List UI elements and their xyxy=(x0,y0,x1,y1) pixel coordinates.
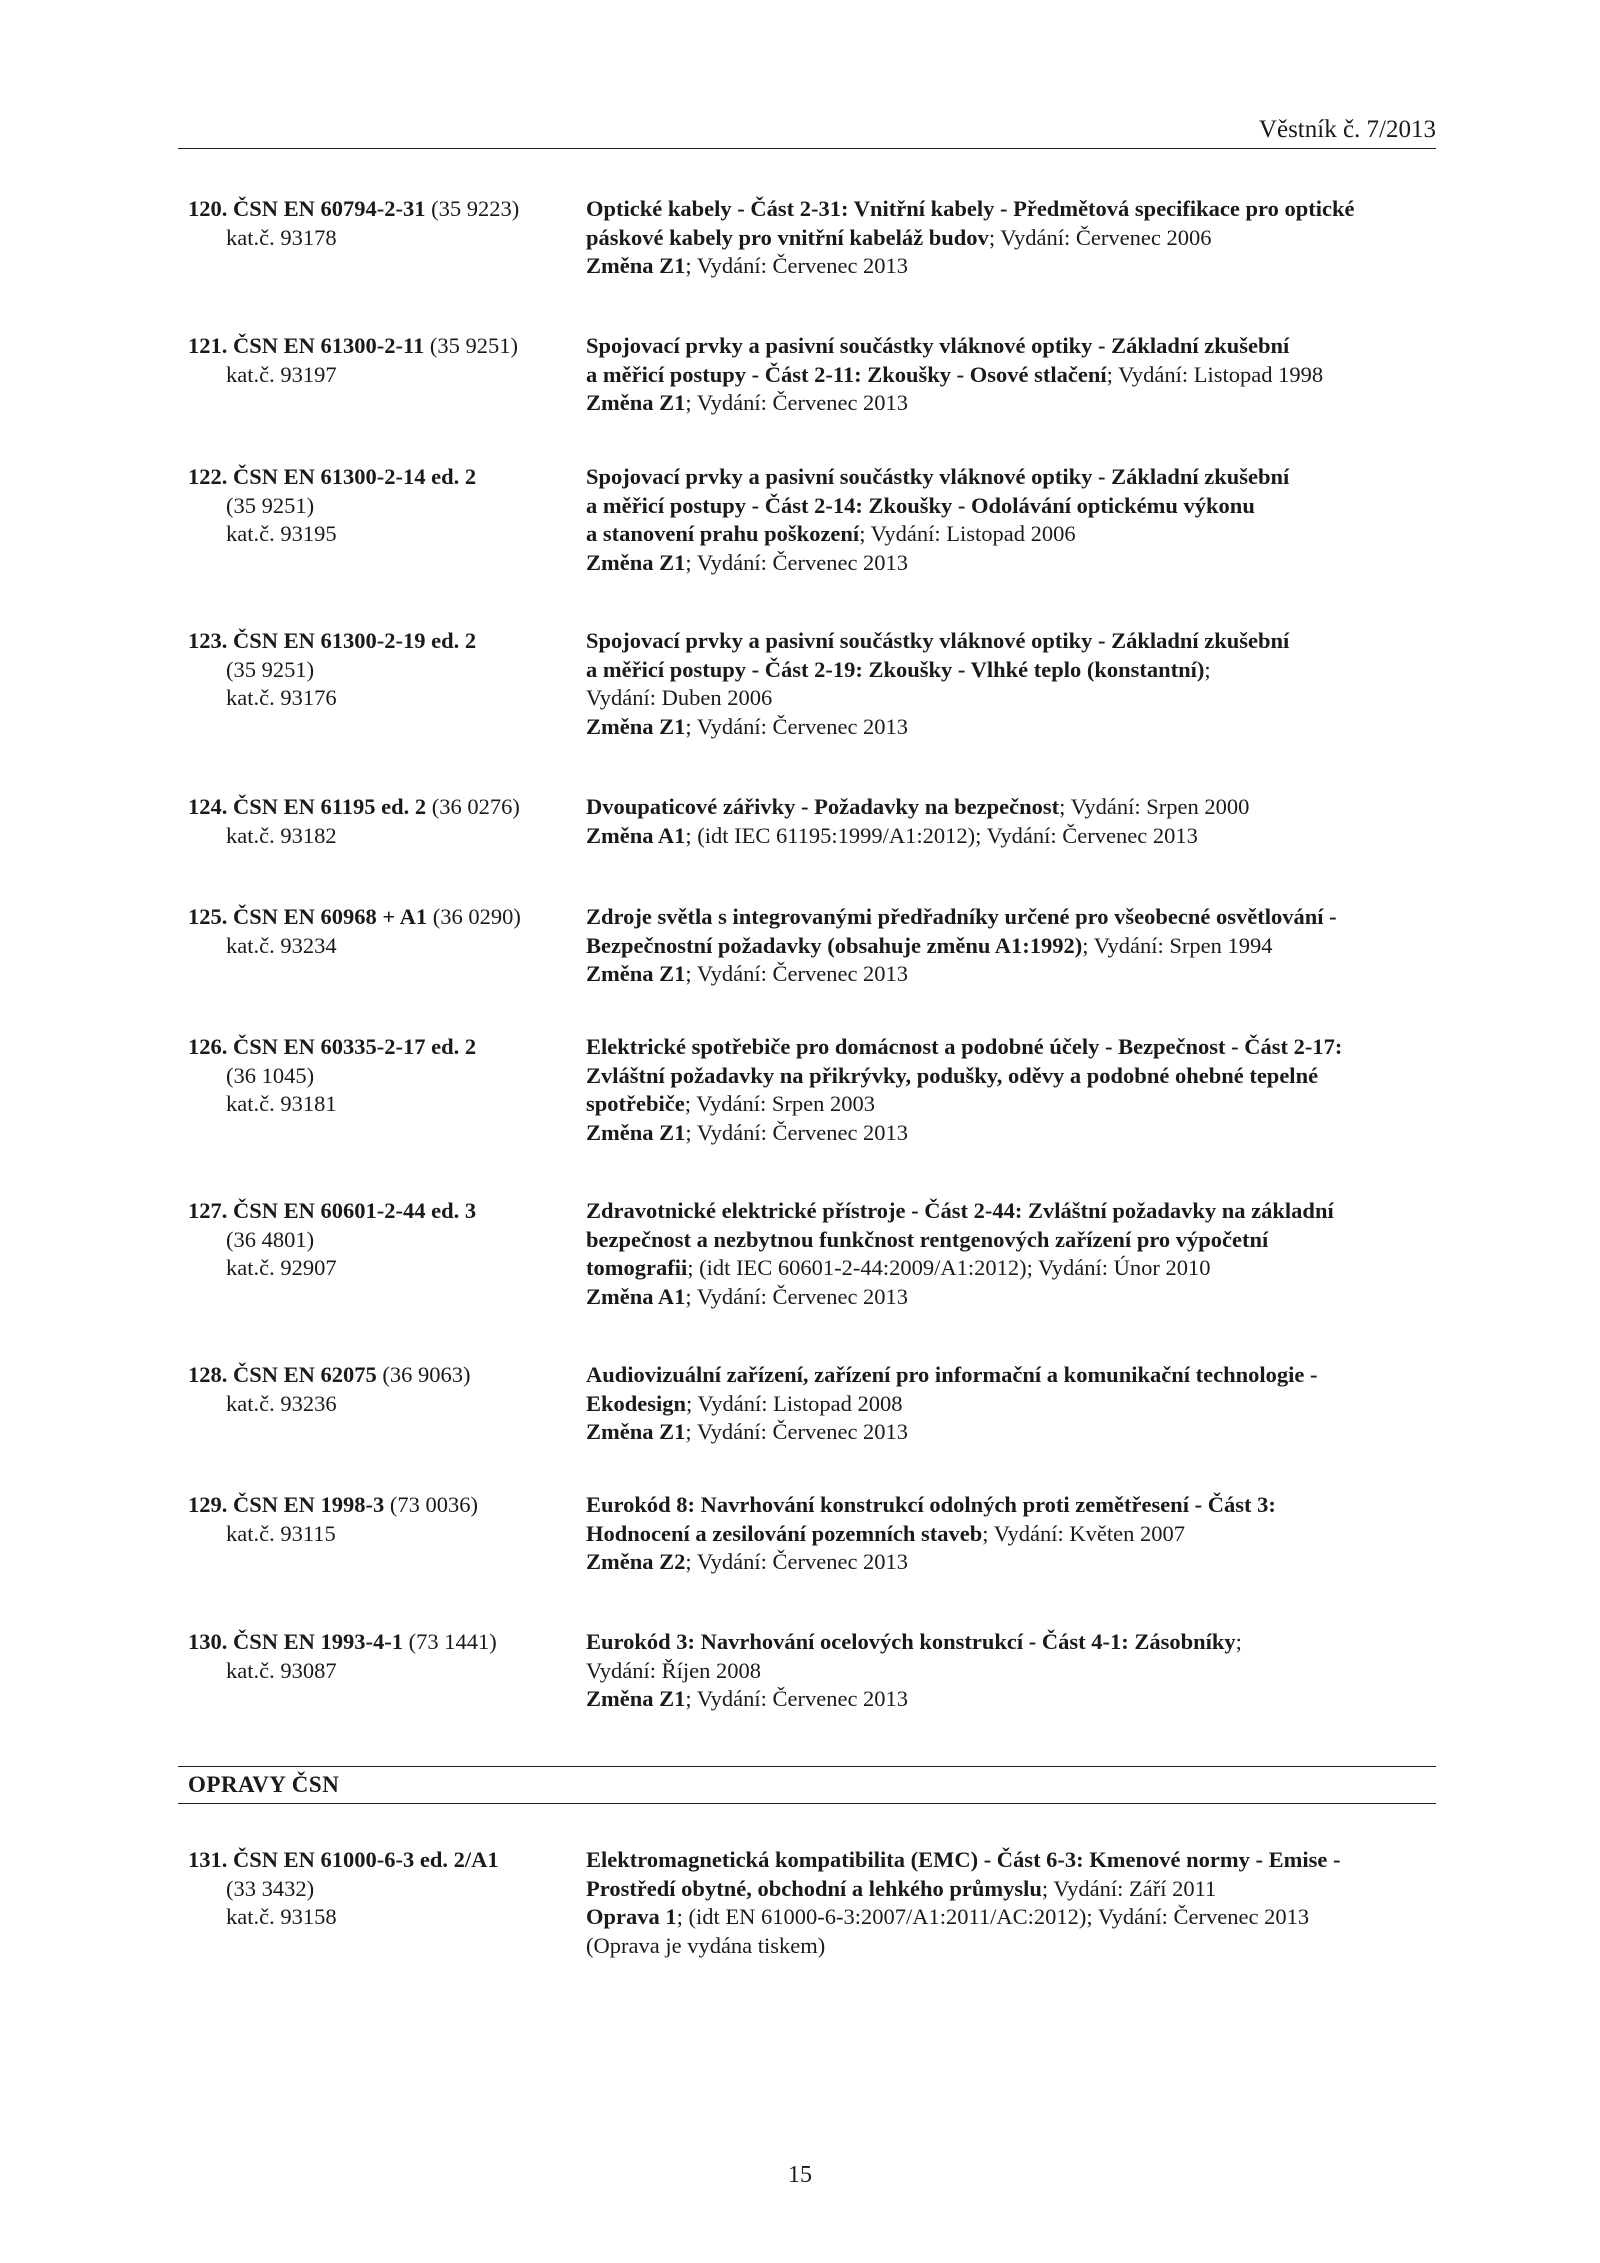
bold-text: Elektromagnetická kompatibilita (EMC) - Část 6-3: Kmenové normy - Emise - xyxy=(586,1847,1341,1872)
standard-code: ČSN EN 61300-2-11 xyxy=(233,333,425,358)
description-line xyxy=(586,1283,1436,1312)
description-line xyxy=(586,713,1436,742)
catalog-number: kat.č. 93236 xyxy=(226,1390,337,1416)
plain-text: ; (idt IEC 60601-2-44:2009/A1:2012); Vydání: Únor 2010 xyxy=(687,1255,1211,1280)
description-line xyxy=(586,1090,1436,1119)
entry-number: 129. xyxy=(188,1492,233,1517)
bold-text: Zdravotnické elektrické přístroje - Část 2-44: Zvláštní požadavky na základní xyxy=(586,1198,1334,1223)
bold-text: a měřicí postupy - Část 2-19: Zkoušky - Vlhké teplo (konstantní) xyxy=(586,656,1205,682)
plain-text: ; Vydání: Červenec 2013 xyxy=(685,1549,909,1574)
plain-text: ; xyxy=(1204,656,1211,682)
bold-text: Elektrické spotřebiče pro domácnost a podobné účely - Bezpečnost - Část 2-17: xyxy=(586,1034,1343,1059)
bold-text: Změna A1 xyxy=(586,822,686,848)
entry-description xyxy=(586,1846,1436,1960)
bold-text: Změna Z2 xyxy=(586,1549,686,1574)
description-line xyxy=(586,361,1436,390)
bold-text: Spojovací prvky a pasivní součástky vláknové optiky - Základní zkušební xyxy=(586,333,1290,358)
plain-text: ; Vydání: Červenec 2013 xyxy=(685,253,909,278)
bold-text: Změna Z1 xyxy=(586,253,686,278)
entry-identifier xyxy=(188,332,578,389)
bold-text: Změna Z1 xyxy=(586,1119,686,1145)
bold-text: Hodnocení a zesilování pozemních staveb xyxy=(586,1520,983,1546)
catalog-number: kat.č. 92907 xyxy=(226,1255,337,1280)
classification-code: (36 9063) xyxy=(376,1362,471,1387)
description-line xyxy=(586,1062,1436,1091)
entry-number: 125. xyxy=(188,904,233,929)
bold-text: Prostředí obytné, obchodní a lehkého průmyslu xyxy=(586,1875,1042,1901)
standard-code: ČSN EN 62075 xyxy=(233,1362,377,1387)
classification-code: (73 1441) xyxy=(403,1629,497,1654)
plain-text: ; Vydání: Květen 2007 xyxy=(982,1520,1185,1546)
description-line xyxy=(586,1491,1436,1520)
plain-text: ; Vydání: Červenec 2013 xyxy=(685,390,909,415)
classification-code: (36 0290) xyxy=(427,904,521,929)
classification-code: (35 9251) xyxy=(226,656,315,682)
description-line xyxy=(586,1520,1436,1549)
classification-code: (35 9251) xyxy=(424,333,519,358)
standard-code: ČSN EN 61000-6-3 ed. 2/A1 xyxy=(233,1847,499,1872)
classification-code: (35 9223) xyxy=(425,196,520,221)
entry-identifier xyxy=(188,463,578,549)
classification-code: (36 1045) xyxy=(226,1062,315,1088)
bold-text: a stanovení prahu poškození xyxy=(586,521,860,546)
bold-text: Změna A1 xyxy=(586,1283,686,1309)
bold-text: Spojovací prvky a pasivní součástky vláknové optiky - Základní zkušební xyxy=(586,628,1290,653)
description-line xyxy=(586,1418,1436,1447)
classification-code: (73 0036) xyxy=(384,1492,479,1517)
classification-code: (33 3432) xyxy=(226,1875,315,1901)
plain-text: (Oprava je vydána tiskem) xyxy=(586,1932,826,1958)
description-line xyxy=(586,1932,1436,1961)
bold-text: Bezpečnostní požadavky (obsahuje změnu A1:1992) xyxy=(586,932,1083,958)
description-line xyxy=(586,1548,1436,1577)
description-line xyxy=(586,1254,1436,1283)
description-line xyxy=(586,332,1436,361)
bold-text: Ekodesign xyxy=(586,1390,687,1416)
entry-identifier xyxy=(188,1361,578,1418)
bold-text: Změna Z1 xyxy=(586,549,686,575)
entry-description xyxy=(586,195,1436,281)
description-line xyxy=(586,389,1436,418)
bold-text: Změna Z1 xyxy=(586,390,686,415)
entry-identifier xyxy=(188,903,578,960)
description-line xyxy=(586,463,1436,492)
bold-text: Dvoupaticové zářivky - Požadavky na bezpečnost xyxy=(586,794,1060,819)
classification-code: (35 9251) xyxy=(226,492,315,518)
description-line xyxy=(586,793,1436,822)
standard-code: ČSN EN 60794-2-31 xyxy=(233,196,426,221)
description-line xyxy=(586,1903,1436,1932)
entry-identifier xyxy=(188,1846,578,1932)
description-line xyxy=(586,1657,1436,1686)
standard-code: ČSN EN 1993-4-1 xyxy=(233,1629,404,1654)
plain-text: ; Vydání: Září 2011 xyxy=(1041,1875,1217,1901)
entry-number: 127. xyxy=(188,1198,233,1223)
description-line xyxy=(586,656,1436,685)
standard-code: ČSN EN 1998-3 xyxy=(233,1492,385,1517)
catalog-number: kat.č. 93178 xyxy=(226,224,337,250)
bold-text: Oprava 1 xyxy=(586,1904,677,1929)
catalog-number: kat.č. 93158 xyxy=(226,1904,337,1929)
entry-number: 131. xyxy=(188,1847,233,1872)
plain-text: ; Vydání: Červenec 2013 xyxy=(685,1283,909,1309)
section-title: OPRAVY ČSN xyxy=(188,1772,340,1797)
plain-text: ; Vydání: Červenec 2013 xyxy=(685,713,909,739)
plain-text: ; Vydání: Srpen 2003 xyxy=(684,1091,875,1116)
description-line xyxy=(586,1628,1436,1657)
plain-text: ; Vydání: Červenec 2013 xyxy=(685,549,909,575)
entry-description xyxy=(586,1033,1436,1147)
entry-number: 121. xyxy=(188,333,233,358)
plain-text: ; (idt EN 61000-6-3:2007/A1:2011/AC:2012); Vydání: Červenec 2013 xyxy=(676,1904,1310,1929)
journal-title: Věstník č. 7/2013 xyxy=(1258,116,1436,143)
classification-code: (36 4801) xyxy=(226,1226,315,1252)
plain-text: ; Vydání: Srpen 2000 xyxy=(1059,794,1250,819)
entry-number: 124. xyxy=(188,794,233,819)
plain-text: ; Vydání: Červenec 2013 xyxy=(685,1119,909,1145)
entry-number: 128. xyxy=(188,1362,233,1387)
bold-text: tomografii xyxy=(586,1255,688,1280)
catalog-number: kat.č. 93087 xyxy=(226,1657,337,1683)
bold-text: Spojovací prvky a pasivní součástky vláknové optiky - Základní zkušební xyxy=(586,464,1290,489)
plain-text: ; Vydání: Srpen 1994 xyxy=(1082,932,1273,958)
entry-number: 123. xyxy=(188,628,233,653)
description-line xyxy=(586,224,1436,253)
entry-description xyxy=(586,463,1436,577)
entry-description xyxy=(586,1491,1436,1577)
description-line xyxy=(586,1685,1436,1714)
page-header xyxy=(178,108,1436,149)
description-line xyxy=(586,822,1436,851)
description-line xyxy=(586,903,1436,932)
bold-text: Optické kabely - Část 2-31: Vnitřní kabely - Předmětová specifikace pro optické xyxy=(586,196,1355,221)
catalog-number: kat.č. 93115 xyxy=(226,1520,336,1546)
plain-text: ; xyxy=(1235,1629,1242,1654)
description-line xyxy=(586,520,1436,549)
description-line xyxy=(586,1119,1436,1148)
description-line xyxy=(586,1226,1436,1255)
bold-text: Zdroje světla s integrovanými předřadníky určené pro všeobecné osvětlování - xyxy=(586,904,1337,929)
description-line xyxy=(586,960,1436,989)
description-line xyxy=(586,1361,1436,1390)
description-line xyxy=(586,1033,1436,1062)
description-line xyxy=(586,684,1436,713)
catalog-number: kat.č. 93195 xyxy=(226,521,337,546)
bold-text: spotřebiče xyxy=(586,1091,685,1116)
catalog-number: kat.č. 93182 xyxy=(226,822,337,848)
bold-text: Změna Z1 xyxy=(586,713,686,739)
bold-text: Zvláštní požadavky na přikrývky, podušky, oděvy a podobné ohebné tepelné xyxy=(586,1062,1319,1088)
entry-description xyxy=(586,1197,1436,1311)
entry-number: 122. xyxy=(188,464,233,489)
bold-text: Eurokód 3: Navrhování ocelových konstrukcí - Část 4-1: Zásobníky xyxy=(586,1629,1236,1654)
entry-identifier xyxy=(188,1033,578,1119)
entry-number: 120. xyxy=(188,196,233,221)
description-line xyxy=(586,932,1436,961)
standard-code: ČSN EN 61300-2-19 ed. 2 xyxy=(233,628,477,653)
page-number: 15 xyxy=(788,2162,812,2188)
entry-number: 126. xyxy=(188,1034,233,1059)
plain-text: Vydání: Duben 2006 xyxy=(586,685,773,710)
description-line xyxy=(586,195,1436,224)
description-line xyxy=(586,1875,1436,1904)
bold-text: Změna Z1 xyxy=(586,1686,686,1711)
bold-text: Změna Z1 xyxy=(586,961,686,986)
plain-text: ; Vydání: Červenec 2013 xyxy=(685,961,909,986)
description-line xyxy=(586,549,1436,578)
entry-identifier xyxy=(188,1628,578,1685)
entry-identifier xyxy=(188,1197,578,1283)
plain-text: ; Vydání: Červenec 2006 xyxy=(988,224,1212,250)
entry-identifier xyxy=(188,195,578,252)
catalog-number: kat.č. 93181 xyxy=(226,1091,337,1116)
entry-description xyxy=(586,332,1436,418)
catalog-number: kat.č. 93176 xyxy=(226,685,337,710)
plain-text: ; (idt IEC 61195:1999/A1:2012); Vydání: Červenec 2013 xyxy=(685,822,1198,848)
catalog-number: kat.č. 93234 xyxy=(226,932,337,958)
entry-identifier xyxy=(188,793,578,850)
standard-code: ČSN EN 61195 ed. 2 xyxy=(233,794,427,819)
description-line xyxy=(586,1390,1436,1419)
bold-text: bezpečnost a nezbytnou funkčnost rentgenových zařízení pro výpočetní xyxy=(586,1226,1269,1252)
classification-code: (36 0276) xyxy=(426,794,520,819)
standard-code: ČSN EN 60601-2-44 ed. 3 xyxy=(233,1198,477,1223)
plain-text: ; Vydání: Červenec 2013 xyxy=(685,1686,909,1711)
description-line xyxy=(586,1846,1436,1875)
bold-text: Audiovizuální zařízení, zařízení pro informační a komunikační technologie - xyxy=(586,1362,1318,1387)
bold-text: páskové kabely pro vnitřní kabeláž budov xyxy=(586,224,989,250)
entry-description xyxy=(586,793,1436,850)
bold-text: Eurokód 8: Navrhování konstrukcí odolných proti zemětřesení - Část 3: xyxy=(586,1492,1276,1517)
entry-number: 130. xyxy=(188,1629,233,1654)
description-line xyxy=(586,252,1436,281)
section-header xyxy=(178,1766,1436,1804)
description-line xyxy=(586,1197,1436,1226)
catalog-number: kat.č. 93197 xyxy=(226,361,337,387)
bold-text: a měřicí postupy - Část 2-11: Zkoušky - Osové stlačení xyxy=(586,361,1107,387)
plain-text: Vydání: Říjen 2008 xyxy=(586,1657,761,1683)
plain-text: ; Vydání: Červenec 2013 xyxy=(685,1419,909,1444)
description-line xyxy=(586,492,1436,521)
entry-description xyxy=(586,1628,1436,1714)
entry-description xyxy=(586,1361,1436,1447)
bold-text: a měřicí postupy - Část 2-14: Zkoušky - Odolávání optickému výkonu xyxy=(586,492,1255,518)
plain-text: ; Vydání: Listopad 1998 xyxy=(1106,361,1324,387)
entry-description xyxy=(586,627,1436,741)
plain-text: ; Vydání: Listopad 2006 xyxy=(859,521,1076,546)
standard-code: ČSN EN 61300-2-14 ed. 2 xyxy=(233,464,477,489)
entry-identifier xyxy=(188,1491,578,1548)
standard-code: ČSN EN 60968 + A1 xyxy=(233,904,428,929)
description-line xyxy=(586,627,1436,656)
standard-code: ČSN EN 60335-2-17 ed. 2 xyxy=(233,1034,477,1059)
plain-text: ; Vydání: Listopad 2008 xyxy=(686,1390,903,1416)
entry-description xyxy=(586,903,1436,989)
bold-text: Změna Z1 xyxy=(586,1419,686,1444)
entry-identifier xyxy=(188,627,578,713)
